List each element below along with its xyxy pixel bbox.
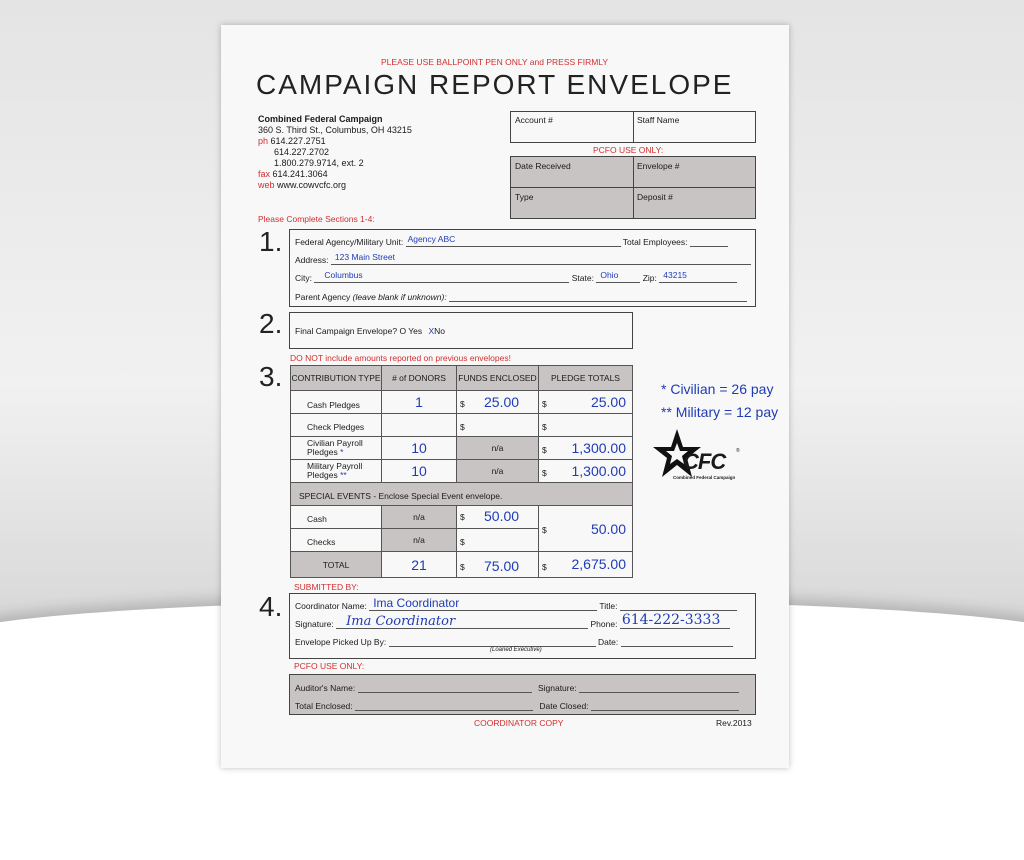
account-label: Account # [515, 115, 553, 125]
pcfo-top-box [510, 156, 756, 219]
military-note: ** Military = 12 pay [661, 404, 779, 420]
picked-up-row: Envelope Picked Up By: Date: [295, 636, 733, 647]
pcfo-use-only-label: PCFO USE ONLY: [593, 145, 664, 155]
funds-na-cell: n/a [456, 436, 539, 460]
revision-label: Rev.2013 [716, 718, 752, 728]
total-enclosed-row: Total Enclosed: Date Closed: [295, 700, 739, 711]
cfc-logo-subtitle: Combined Federal Campaign [673, 475, 736, 480]
date-received-label: Date Received [515, 161, 571, 171]
header-donors: # of DONORS [381, 365, 457, 391]
total-pledge: $ 2,675.00 [538, 551, 633, 578]
account-staff-box [510, 111, 756, 143]
pen-instruction: PLEASE USE BALLPOINT PEN ONLY and PRESS FIRMLY [381, 57, 609, 67]
section-2-number: 2. [259, 308, 283, 339]
row-label: Military Payroll Pledges ** [290, 459, 382, 483]
parent-agency-row: Parent Agency (leave blank if unknown): [295, 291, 747, 302]
donors-cell: 10 [381, 436, 457, 460]
cfc-logo [653, 429, 749, 485]
section-4-number: 4. [259, 591, 283, 622]
cfc-logo-text: CFC [683, 449, 726, 474]
yes-option[interactable]: O Yes [399, 326, 423, 336]
pledge-cell: $ 1,300.00 [538, 459, 633, 483]
special-cash-label: Cash [290, 505, 382, 529]
pledge-cell: $ 1,300.00 [538, 436, 633, 460]
contribution-table [290, 365, 633, 578]
staff-name-label: Staff Name [637, 115, 680, 125]
civilian-note: * Civilian = 26 pay [661, 381, 774, 397]
no-option[interactable]: No [434, 326, 446, 336]
org-fax: fax 614.241.3064 [258, 169, 328, 179]
section-2-box [289, 312, 633, 349]
phone-value: 614-222-3333 [621, 612, 721, 628]
special-cash-donors-na: n/a [381, 505, 457, 529]
section-1-number: 1. [259, 226, 283, 257]
coordinator-copy-label: COORDINATOR COPY [474, 718, 564, 728]
funds-cell: $ [456, 413, 539, 437]
city-row: City: Columbus State: Ohio Zip: 43215 [295, 272, 737, 283]
row-label: Check Pledges [290, 413, 382, 437]
signature-row: Signature: Ima Coordinator Phone: 614-222-3333 [295, 618, 730, 629]
header-funds-enclosed: FUNDS ENCLOSED [456, 365, 539, 391]
section-4-box [289, 593, 756, 659]
agency-value: Agency ABC [407, 234, 456, 244]
complete-sections-note: Please Complete Sections 1-4: [258, 214, 375, 224]
org-phone-2: 614.227.2702 [274, 147, 330, 157]
envelope-number-label: Envelope # [637, 161, 680, 171]
form-page [221, 25, 789, 768]
state-value: Ohio [600, 270, 619, 280]
no-checkmark: X [428, 326, 435, 336]
total-funds: $ 75.00 [456, 551, 539, 578]
loaned-executive-note: (Loaned Executive) [490, 647, 542, 653]
donors-cell: 1 [381, 390, 457, 414]
agency-row: Federal Agency/Military Unit: Agency ABC Total Employees: [295, 236, 728, 247]
final-envelope-question: Final Campaign Envelope? O Yes XNo [295, 326, 446, 336]
special-checks-donors-na: n/a [381, 528, 457, 552]
org-phone-1: ph 614.227.2751 [258, 136, 326, 146]
section-1-box [289, 229, 756, 307]
total-donors: 21 [381, 551, 457, 578]
pcfo-bottom-box [289, 674, 756, 715]
city-value: Columbus [324, 270, 363, 280]
special-cash-funds: $ 50.00 [456, 505, 539, 529]
section-3-warning: DO NOT include amounts reported on previous envelopes! [290, 353, 511, 363]
org-address: 360 S. Third St., Columbus, OH 43215 [258, 125, 412, 135]
donors-cell [381, 413, 457, 437]
address-row: Address: 123 Main Street [295, 254, 751, 265]
pledge-cell: $ 25.00 [538, 390, 633, 414]
row-label: Civilian Payroll Pledges * [290, 436, 382, 460]
coordinator-row: Coordinator Name: Ima Coordinator Title: [295, 600, 737, 611]
form-title: CAMPAIGN REPORT ENVELOPE [256, 69, 734, 100]
pcfo-bottom-label: PCFO USE ONLY: [294, 661, 365, 671]
special-pledge-cell: $ 50.00 [538, 505, 633, 552]
funds-cell: $ 25.00 [456, 390, 539, 414]
section-3-number: 3. [259, 361, 283, 392]
address-value: 123 Main Street [334, 252, 395, 262]
org-name: Combined Federal Campaign [258, 114, 383, 124]
submitted-by-label: SUBMITTED BY: [294, 582, 359, 592]
total-label: TOTAL [290, 551, 382, 578]
special-events-header: SPECIAL EVENTS - Enclose Special Event envelope. [290, 482, 633, 506]
funds-na-cell: n/a [456, 459, 539, 483]
row-label: Cash Pledges [290, 390, 382, 414]
donors-cell: 10 [381, 459, 457, 483]
special-checks-funds: $ [456, 528, 539, 552]
coordinator-value: Ima Coordinator [373, 596, 460, 610]
header-pledge-totals: PLEDGE TOTALS [538, 365, 633, 391]
type-label: Type [515, 192, 534, 202]
org-phone-3: 1.800.279.9714, ext. 2 [274, 158, 364, 168]
special-checks-label: Checks [290, 528, 382, 552]
header-contribution-type: CONTRIBUTION TYPE [290, 365, 382, 391]
auditor-row: Auditor's Name: Signature: [295, 682, 739, 693]
pledge-cell: $ [538, 413, 633, 437]
org-web: web www.cowvcfc.org [258, 180, 347, 190]
zip-value: 43215 [663, 270, 687, 280]
deposit-number-label: Deposit # [637, 192, 673, 202]
signature-value: Ima Coordinator [346, 614, 456, 629]
registered-mark: ® [736, 448, 740, 454]
